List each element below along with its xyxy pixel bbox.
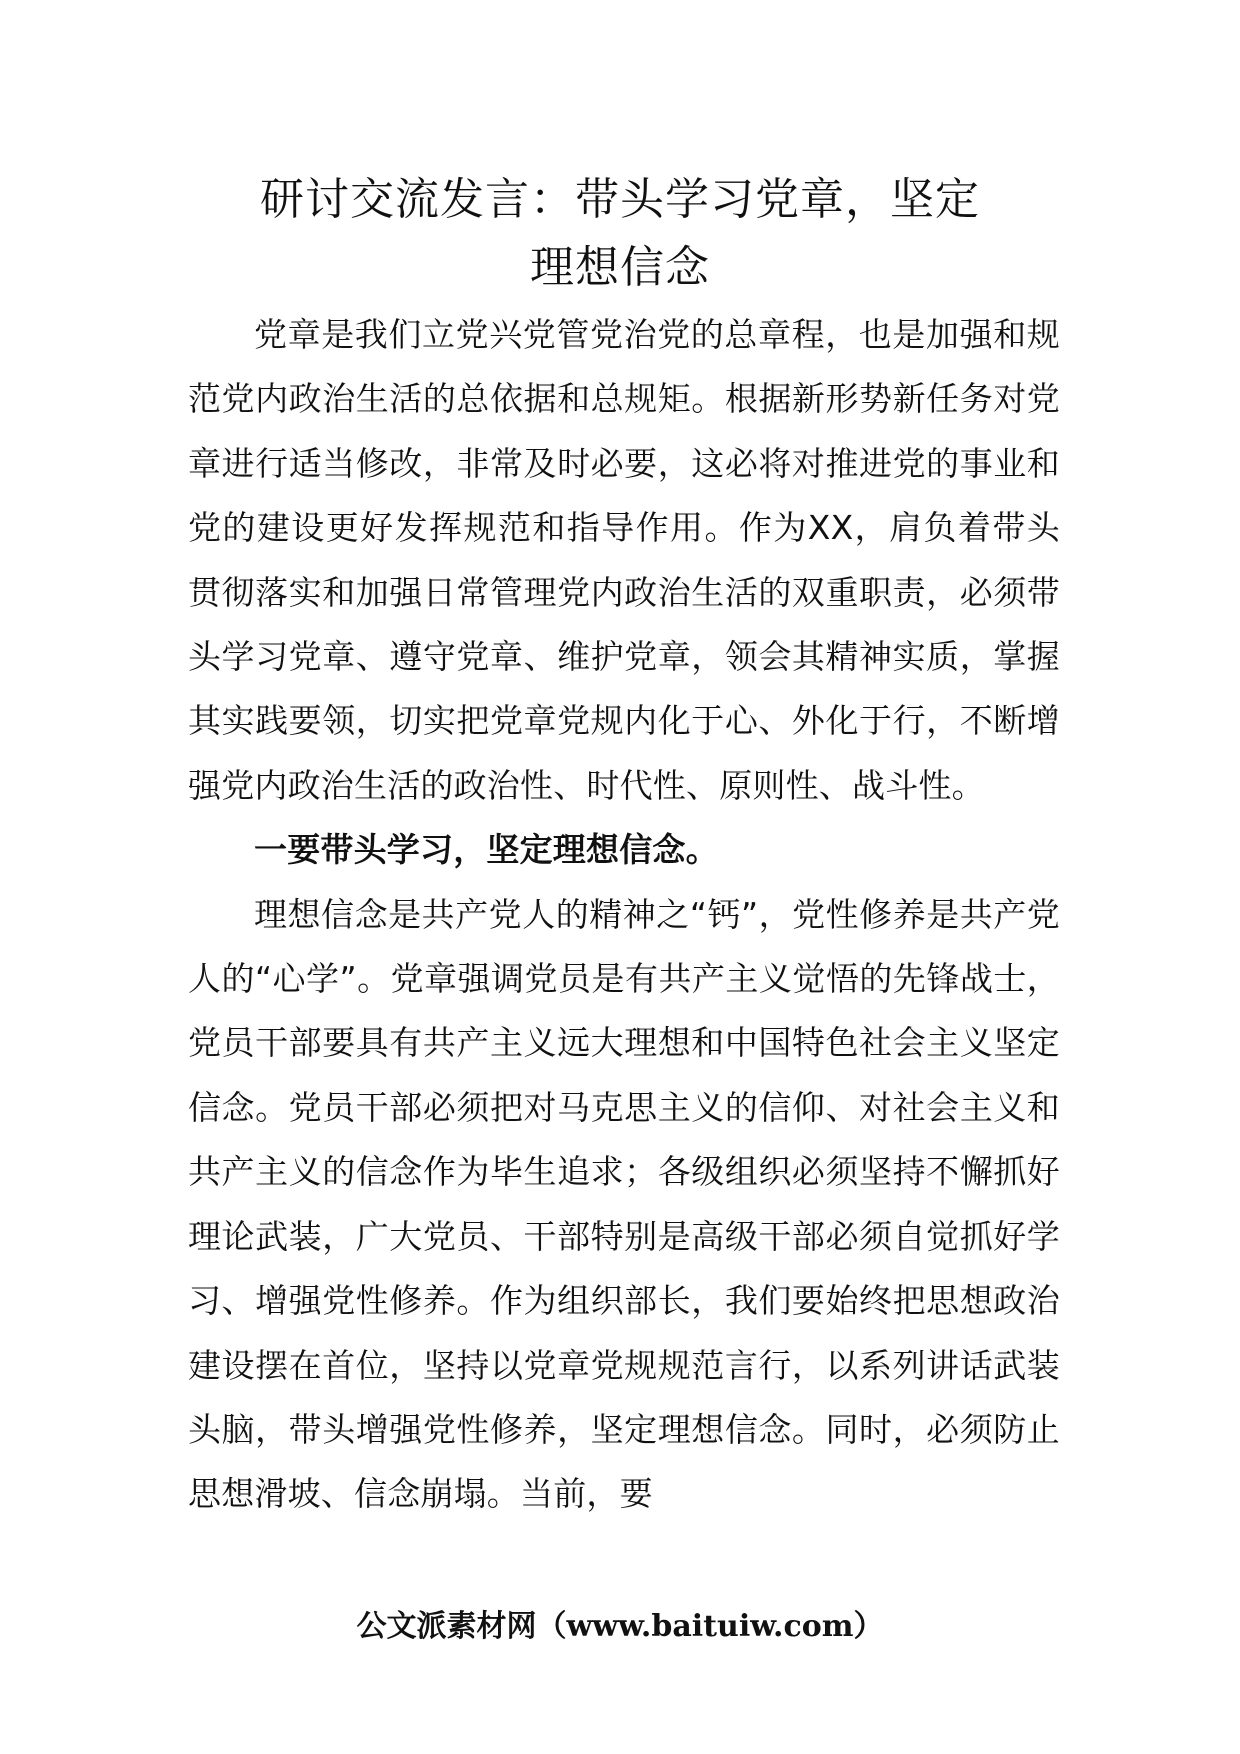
document-body xyxy=(188,303,1060,1527)
paragraph-ideals: 理想信念是共产党人的精神之“钙”，党性修养是共产党人的“心学”。党章强调党员是有共产主义觉悟的先锋战士，党员干部要具有共产主义远大理想和中国特色社会主义坚定信念。党员干部必须把对马克思主义的信仰、对社会主义和共产主义的信念作为毕生追求；各级组织必须坚持不懈抓好理论武装，广大党员、干部特别是高级干部必须自觉抓好学习、增强党性修养。作为组织部长，我们要始终把思想政治建设摆在首位，坚持以党章党规规范言行，以系列讲话武装头脑，带头增强党性修养，坚定理想信念。同时，必须防止思想滑坡、信念崩塌。当前，要 xyxy=(188,894,1060,1514)
document-title-line-1: 研讨交流发言：带头学习党章，坚定 xyxy=(260,174,980,225)
footer-watermark xyxy=(0,1607,1240,1647)
document-title-line-2: 理想信念 xyxy=(530,242,710,293)
paragraph-intro: 党章是我们立党兴党管党治党的总章程，也是加强和规范党内政治生活的总依据和总规矩。根据新形势新任务对党章进行适当修改，非常及时必要，这必将对推进党的事业和党的建设更好发挥规范和指导作用。作为XX，肩负着带头贯彻落实和加强日常管理党内政治生活的双重职责，必须带头学习党章、遵守党章、维护党章，领会其精神实质，掌握其实践要领，切实把党章党规内化于心、外化于行，不断增强党内政治生活的政治性、时代性、原则性、战斗性。 xyxy=(188,315,1060,805)
footer-url: （www.baituiw.com） xyxy=(536,1609,884,1644)
section-heading: 一要带头学习，坚定理想信念。 xyxy=(254,830,719,870)
footer-site-name: 公文派素材网 xyxy=(356,1609,537,1644)
